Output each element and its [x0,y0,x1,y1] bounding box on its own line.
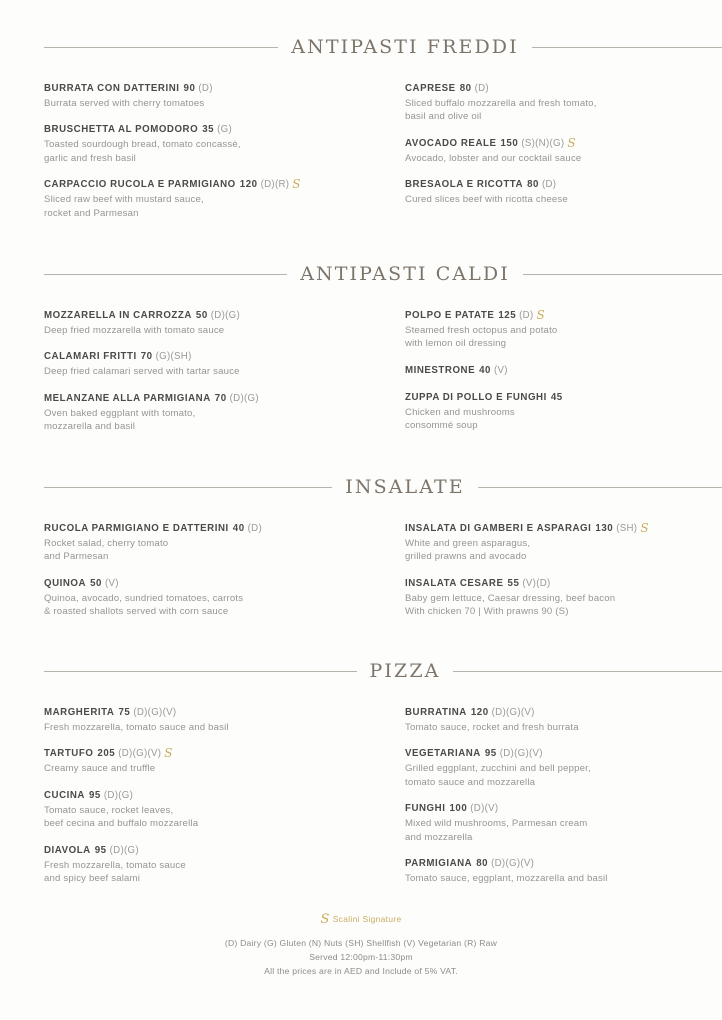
menu-item-description: Mixed wild mushrooms, Parmesan cream and mozzarella [405,818,588,843]
menu-item-allergen-tags: (D)(G) [103,789,134,801]
menu-item-allergen-tags: (D)(G) [210,310,241,321]
menu-item-name: ZUPPA DI POLLO E FUNGHI [405,391,547,403]
divider-rule-left [44,487,332,488]
menu-item-description: Tomato sauce, rocket leaves, beef cecina and buffalo mozzarella [44,804,199,830]
menu-item-name: RUCOLA PARMIGIANO E DATTERINI [44,523,229,534]
menu-item-price: 55 [507,578,520,590]
menu-item-name: BRESAOLA E RICOTTA [405,179,524,191]
menu-item [405,83,722,124]
divider-rule-right [523,274,722,275]
menu-item [44,393,377,434]
menu-item [405,748,722,789]
menu-item [405,310,722,351]
section-title: PIZZA [369,660,441,682]
menu-item-name: MARGHERITA [44,707,115,718]
menu-item-allergen-tags: (S)(N)(G) [521,138,565,150]
menu-item-heading [44,845,377,858]
menu-column-left [44,83,405,220]
menu-item [405,179,722,206]
menu-item-heading [405,392,722,405]
divider-rule-left [44,274,287,275]
menu-column-right [405,83,722,220]
divider-rule-right [453,671,722,672]
menu-item-description: Creamy sauce and truffle [44,763,156,775]
menu-item [405,803,722,844]
section-header [44,478,722,497]
menu-item-price: 70 [140,351,153,363]
menu-item-price: 100 [449,803,468,815]
menu-item-description: Fresh mozzarella, tomato sauce and basil [44,721,229,733]
menu-item-allergen-tags: (D) [198,83,213,94]
menu-section [44,662,722,886]
menu-item-heading [44,523,377,536]
menu-item-description: Avocado, lobster and our cocktail sauce [405,152,582,164]
section-title: ANTIPASTI CALDI [300,263,510,285]
menu-item-heading [44,310,377,323]
signature-legend [0,910,722,928]
menu-item-allergen-tags: (D)(G) [109,844,139,856]
section-columns [44,310,722,434]
divider-rule-left [44,671,357,672]
menu-item-heading [405,523,722,536]
menu-item-description: Rocket salad, cherry tomato and Parmesan [44,537,169,563]
menu-item-price: 50 [195,310,208,321]
menu-item [44,707,377,734]
divider-rule-right [532,47,722,48]
menu-item-name: CUCINA [44,789,85,801]
vat-notice: All the prices are in AED and Include of 5% VAT. [264,966,458,977]
menu-item-price: 80 [459,83,472,94]
menu-item-allergen-tags: (D) [474,83,489,94]
menu-item-heading [44,707,377,720]
allergen-legend: (D) Dairy (G) Gluten (N) Nuts (SH) Shellfish (V) Vegetarian (R) Raw [224,938,498,949]
section-title: INSALATE [345,476,465,498]
menu-item-name: AVOCADO REALE [405,138,497,150]
menu-item-price: 80 [527,179,539,191]
menu-item-allergen-tags: (D) [541,179,557,191]
section-title: ANTIPASTI FREDDI [291,36,519,58]
menu-item-name: CALAMARI FRITTI [44,351,137,363]
menu-item-description: Cured slices beef with ricotta cheese [405,194,568,206]
menu-column-left [44,310,405,434]
menu-item-price: 40 [232,523,245,534]
scalini-signature-icon: S [164,746,174,761]
menu-item [405,523,722,564]
menu-item [405,138,722,165]
menu-item-name: BURRATINA [405,707,467,718]
menu-column-right [405,523,722,619]
menu-item-name: TARTUFO [44,748,94,760]
menu-item-name: QUINOA [44,578,87,590]
menu-item-description: White and green asparagus, grilled prawns and avocado [405,537,531,563]
menu-section [44,265,722,434]
menu-item-description: Tomato sauce, eggplant, mozzarella and basil [405,873,608,885]
menu-item-heading [405,578,722,591]
menu-item-name: DIAVOLA [44,844,91,856]
menu-item-allergen-tags: (G) [217,124,232,136]
menu-item-allergen-tags: (D)(V) [470,803,499,815]
menu-item-name: INSALATA CESARE [405,578,504,590]
menu-item-heading [44,83,377,96]
menu-item-price: 125 [498,310,517,321]
section-header [44,662,722,681]
menu-item-allergen-tags: (D) [519,310,534,321]
scalini-signature-icon: S [536,308,546,322]
menu-item-price: 40 [479,365,491,377]
menu-item-price: 35 [202,124,215,136]
menu-item-allergen-tags: (D)(G)(V) [491,707,535,718]
menu-item [405,707,722,734]
menu-item-heading [405,858,722,871]
menu-item-heading [44,351,377,364]
menu-item-allergen-tags: (D)(R) [260,179,290,191]
menu-item-description: Tomato sauce, rocket and fresh burrata [405,721,579,733]
section-columns [44,523,722,619]
menu-item-heading [405,803,722,816]
menu-item [405,365,722,378]
menu-item-heading [405,365,722,378]
menu-item-description: Quinoa, avocado, sundried tomatoes, carrots & roasted shallots served with corn sauce [44,592,244,618]
menu-item-price: 80 [476,858,489,870]
menu-item-name: INSALATA DI GAMBERI E ASPARAGI [405,523,592,534]
menu-item-name: BRUSCHETTA AL POMODORO [44,124,199,136]
menu-item-price: 95 [94,844,107,856]
menu-item [44,578,377,619]
menu-item [44,790,377,831]
menu-item-price: 75 [118,707,131,718]
scalini-signature-icon: S [640,521,650,535]
menu-item [44,845,377,886]
menu-item-price: 90 [183,83,196,94]
menu-item-description: Sliced buffalo mozzarella and fresh tomato, basil and olive oil [405,97,597,123]
section-header [44,38,722,57]
menu-item-description: Deep fried calamari served with tartar sauce [44,366,240,378]
divider-rule-left [44,47,278,48]
menu-item [405,858,722,885]
scalini-signature-icon: S [320,912,330,927]
menu-footer [0,910,722,979]
menu-section [44,478,722,619]
menu-item-allergen-tags: (D)(G)(V) [499,748,543,760]
menu-item-allergen-tags: (D)(G)(V) [133,707,177,718]
menu-item-heading [44,124,377,137]
menu-item-price: 50 [90,578,102,590]
menu-item-price: 120 [239,179,258,191]
menu-item-heading [405,310,722,323]
menu-item-heading [44,748,377,761]
section-columns [44,707,722,886]
menu-item-description: Fresh mozzarella, tomato sauce and spicy beef salami [44,859,186,885]
menu-item-heading [44,393,377,406]
menu-item-name: VEGETARIANA [405,748,481,760]
menu-item-description: Baby gem lettuce, Caesar dressing, beef bacon With chicken 70 | With prawns 90 (S) [405,592,616,618]
menu-item-price: 70 [214,392,227,404]
menu-item-name: MELANZANE ALLA PARMIGIANA [44,392,211,404]
divider-rule-right [478,487,722,488]
menu-item-allergen-tags: (D)(G) [229,392,259,404]
menu-item-name: MOZZARELLA IN CARROZZA [44,310,192,321]
menu-item-allergen-tags: (D)(G)(V) [491,858,535,870]
menu-item-price: 130 [595,523,614,534]
menu-item [44,83,377,110]
service-hours: Served 12:00pm-11:30pm [309,952,413,963]
menu-item-description: Chicken and mushrooms consommé soup [405,406,515,432]
menu-item-price: 120 [470,707,489,718]
menu-item [44,179,377,220]
menu-item-description: Grilled eggplant, zucchini and bell pepper, tomato sauce and mozzarella [405,763,591,788]
menu-column-right [405,707,722,886]
menu-item-description: Deep fried mozzarella with tomato sauce [44,324,225,336]
menu-item [405,392,722,433]
menu-item-name: POLPO E PATATE [405,310,495,321]
menu-item-allergen-tags: (V) [493,365,508,377]
menu-column-right [405,310,722,434]
scalini-signature-icon: S [567,136,577,151]
menu-item-name: PARMIGIANA [405,858,473,870]
section-header [44,265,722,284]
menu-item-heading [44,179,377,192]
menu-item-description: Oven baked eggplant with tomato, mozzarella and basil [44,407,196,433]
menu-item-allergen-tags: (SH) [616,523,638,534]
menu-item [44,124,377,165]
menu-item-allergen-tags: (G)(SH) [155,351,192,363]
menu-item-heading [405,138,722,151]
menu-item-allergen-tags: (D)(G)(V) [118,748,162,760]
menu-item-heading [405,179,722,192]
menu-item [44,523,377,564]
menu-item-allergen-tags: (V)(D) [522,578,551,590]
menu-item-price: 95 [484,748,497,760]
menu-item-description: Sliced raw beef with mustard sauce, rocket and Parmesan [44,194,204,219]
menu-item-heading [44,790,377,803]
menu-item-price: 95 [88,789,101,801]
menu-item [44,310,377,337]
menu-item-description: Burrata served with cherry tomatoes [44,97,205,109]
signature-legend-label: Scalini Signature [332,914,402,924]
menu-item-allergen-tags: (D) [247,523,263,534]
menu-item-description: Steamed fresh octopus and potato with lemon oil dressing [405,324,558,350]
menu-item-name: CARPACCIO RUCOLA E PARMIGIANO [44,179,236,191]
section-columns [44,83,722,220]
menu-item-allergen-tags: (V) [104,578,119,590]
menu-item-name: FUNGHI [405,803,446,815]
scalini-signature-icon: S [292,177,302,192]
menu-item-price: 45 [550,391,563,403]
menu-item-heading [405,707,722,720]
menu-item-heading [405,748,722,761]
menu-item-name: MINESTRONE [405,365,476,377]
menu-item-price: 150 [500,138,519,150]
menu-item-heading [44,578,377,591]
menu-item-heading [405,83,722,96]
menu-item-description: Toasted sourdough bread, tomato concassè, garlic and fresh basil [44,139,241,164]
menu-item [44,351,377,378]
menu-column-left [44,707,405,886]
menu-item-name: BURRATA CON DATTERINI [44,83,180,94]
menu-item-price: 205 [97,748,116,760]
menu-column-left [44,523,405,619]
menu-section [44,38,722,220]
menu-item [44,748,377,775]
menu-item [405,578,722,619]
menu-item-name: CAPRESE [405,83,456,94]
